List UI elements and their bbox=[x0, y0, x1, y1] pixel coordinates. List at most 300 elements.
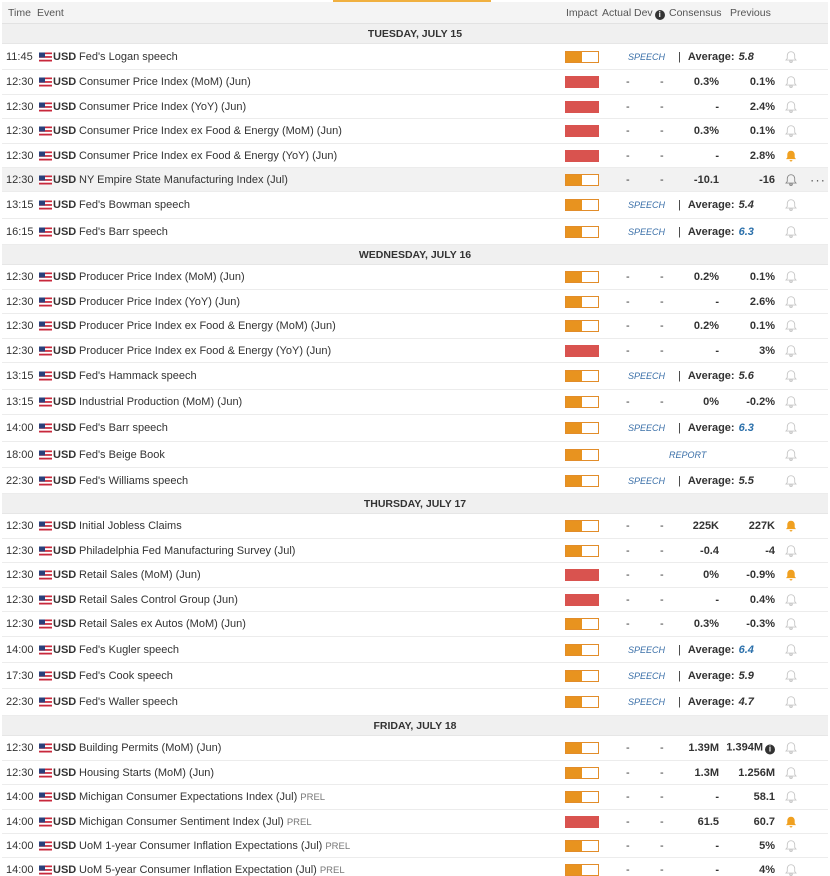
header-time[interactable]: Time bbox=[8, 7, 31, 19]
event-name[interactable] bbox=[79, 864, 345, 876]
previous-value bbox=[724, 791, 775, 803]
bell-icon[interactable] bbox=[785, 766, 797, 779]
speech-tag: SPEECH bbox=[628, 51, 666, 62]
bell-icon[interactable] bbox=[785, 643, 797, 656]
bell-icon[interactable] bbox=[785, 199, 797, 212]
bell-icon[interactable] bbox=[785, 742, 797, 755]
event-currency: USD bbox=[53, 76, 77, 88]
impact-level-fill bbox=[566, 297, 582, 307]
event-name[interactable] bbox=[79, 816, 312, 828]
speech-average bbox=[678, 51, 754, 63]
bell-active-icon[interactable] bbox=[785, 149, 797, 162]
previous-text: 0.1% bbox=[749, 125, 775, 137]
event-name[interactable] bbox=[79, 101, 246, 113]
event-row[interactable] bbox=[2, 168, 828, 192]
speech-average bbox=[678, 199, 754, 211]
event-name-text[interactable]: Retail Sales (MoM) (Jun) bbox=[79, 569, 201, 581]
event-name-text[interactable]: Fed's Logan speech bbox=[79, 50, 178, 63]
day-header: TUESDAY, JULY 15 bbox=[2, 24, 828, 44]
us-flag-icon bbox=[39, 866, 52, 875]
consensus-value: 1.39M bbox=[688, 742, 719, 754]
consensus-value: - bbox=[715, 295, 719, 308]
previous-text: 4% bbox=[759, 864, 775, 876]
consensus-value: - bbox=[715, 839, 719, 852]
event-name[interactable] bbox=[79, 174, 288, 186]
event-name-text[interactable]: Consumer Price Index ex Food & Energy (MoM) (Jun) bbox=[79, 125, 342, 137]
event-name-text[interactable]: Consumer Price Index (MoM) (Jun) bbox=[79, 76, 251, 88]
us-flag-icon bbox=[39, 346, 52, 355]
impact-indicator bbox=[565, 569, 599, 581]
us-flag-icon bbox=[39, 671, 52, 680]
header-dev[interactable] bbox=[634, 7, 665, 20]
impact-level-fill bbox=[566, 423, 582, 433]
consensus-value: 0.3% bbox=[693, 125, 719, 137]
event-name-text[interactable]: UoM 5-year Consumer Inflation Expectation (Jul) bbox=[79, 864, 317, 876]
bell-icon[interactable] bbox=[785, 448, 797, 461]
event-name[interactable] bbox=[79, 618, 246, 630]
consensus-value: -10.1 bbox=[693, 173, 719, 186]
previous-text: 1.256M bbox=[738, 766, 775, 779]
event-name-text[interactable]: Fed's Cook speech bbox=[79, 669, 173, 682]
event-currency: USD bbox=[53, 696, 77, 708]
deviation-value: - bbox=[660, 839, 664, 852]
event-currency: USD bbox=[53, 766, 77, 779]
impact-level-fill bbox=[566, 397, 582, 407]
bell-icon[interactable] bbox=[785, 76, 797, 89]
event-currency: USD bbox=[53, 320, 77, 332]
event-row[interactable] bbox=[2, 44, 828, 70]
bell-active-icon[interactable] bbox=[785, 520, 797, 533]
speech-average bbox=[678, 475, 754, 487]
us-flag-icon bbox=[39, 476, 52, 485]
event-row[interactable] bbox=[2, 761, 828, 785]
event-name[interactable] bbox=[79, 125, 342, 137]
event-name[interactable] bbox=[79, 76, 251, 88]
calendar-list bbox=[2, 24, 828, 876]
event-name[interactable] bbox=[79, 520, 182, 532]
bell-icon[interactable] bbox=[785, 295, 797, 308]
actual-value: - bbox=[626, 864, 630, 876]
actual-value: - bbox=[626, 544, 630, 557]
actual-value: - bbox=[626, 791, 630, 803]
speech-average bbox=[678, 226, 754, 238]
deviation-value: - bbox=[660, 271, 664, 283]
consensus-value: - bbox=[715, 100, 719, 113]
event-time: 12:30 bbox=[6, 766, 34, 779]
event-name[interactable] bbox=[79, 345, 331, 357]
event-name-text[interactable]: Fed's Hammack speech bbox=[79, 370, 197, 382]
event-name-text[interactable]: Fed's Waller speech bbox=[79, 696, 178, 708]
separator: | bbox=[678, 199, 684, 211]
event-time: 12:30 bbox=[6, 271, 34, 283]
event-name-text[interactable]: Retail Sales Control Group (Jun) bbox=[79, 593, 238, 606]
event-name-text[interactable]: Philadelphia Fed Manufacturing Survey (Jul) bbox=[79, 544, 296, 557]
bell-icon[interactable] bbox=[785, 791, 797, 804]
event-name[interactable] bbox=[79, 644, 179, 656]
previous-text: 0.1% bbox=[749, 320, 775, 332]
event-time: 12:30 bbox=[6, 593, 34, 606]
more-options-icon[interactable]: ··· bbox=[810, 172, 826, 187]
bell-icon[interactable] bbox=[785, 100, 797, 113]
bell-icon[interactable] bbox=[785, 669, 797, 682]
header-previous[interactable]: Previous bbox=[730, 7, 771, 19]
event-name[interactable] bbox=[79, 296, 240, 308]
event-time: 11:45 bbox=[6, 50, 33, 63]
separator: | bbox=[678, 422, 684, 434]
event-time: 12:30 bbox=[6, 344, 34, 357]
deviation-value: - bbox=[660, 864, 664, 876]
info-icon[interactable]: i bbox=[655, 10, 665, 20]
event-row[interactable] bbox=[2, 637, 828, 663]
event-name-text[interactable]: Fed's Bowman speech bbox=[79, 199, 190, 211]
actual-value: - bbox=[626, 815, 630, 828]
event-name-text[interactable]: Fed's Barr speech bbox=[79, 422, 168, 434]
impact-indicator bbox=[565, 125, 599, 137]
impact-level-fill bbox=[566, 272, 582, 282]
event-row[interactable] bbox=[2, 390, 828, 415]
consensus-value: - bbox=[715, 864, 719, 876]
speech-average bbox=[678, 370, 754, 382]
us-flag-icon bbox=[39, 273, 52, 282]
deviation-value: - bbox=[660, 76, 664, 88]
event-currency: USD bbox=[53, 448, 77, 461]
event-row[interactable] bbox=[2, 415, 828, 442]
event-row[interactable] bbox=[2, 363, 828, 390]
event-row[interactable] bbox=[2, 339, 828, 363]
event-time: 12:30 bbox=[6, 544, 34, 557]
previous-text: 60.7 bbox=[753, 815, 775, 828]
impact-level-fill bbox=[566, 570, 598, 580]
actual-value: - bbox=[626, 173, 630, 186]
impact-indicator bbox=[565, 296, 599, 308]
bell-icon[interactable] bbox=[785, 344, 797, 357]
event-name[interactable] bbox=[79, 422, 168, 434]
event-row[interactable] bbox=[2, 314, 828, 339]
event-row[interactable] bbox=[2, 858, 828, 876]
us-flag-icon bbox=[39, 175, 52, 184]
event-name[interactable] bbox=[79, 594, 238, 606]
us-flag-icon bbox=[39, 398, 52, 407]
deviation-value: - bbox=[660, 295, 664, 308]
bell-active-icon[interactable] bbox=[785, 569, 797, 582]
deviation-value: - bbox=[660, 569, 664, 581]
event-name-text[interactable]: UoM 1-year Consumer Inflation Expectations (Jul) bbox=[79, 839, 323, 852]
event-name[interactable] bbox=[79, 370, 197, 382]
event-time: 12:30 bbox=[6, 295, 34, 308]
event-row[interactable] bbox=[2, 290, 828, 314]
event-name[interactable] bbox=[79, 545, 295, 557]
consensus-value: - bbox=[715, 344, 719, 357]
event-row[interactable] bbox=[2, 810, 828, 834]
event-currency: USD bbox=[53, 742, 77, 754]
event-name[interactable] bbox=[79, 696, 178, 708]
us-flag-icon bbox=[39, 645, 52, 654]
event-name[interactable] bbox=[79, 670, 173, 682]
event-name[interactable] bbox=[79, 396, 242, 408]
event-name-text[interactable]: Producer Price Index (MoM) (Jun) bbox=[79, 271, 245, 283]
event-row[interactable] bbox=[2, 144, 828, 168]
event-name-text[interactable]: Michigan Consumer Sentiment Index (Jul) bbox=[79, 815, 284, 828]
bell-icon[interactable] bbox=[785, 125, 797, 138]
actual-value: - bbox=[626, 100, 630, 113]
event-currency: USD bbox=[53, 520, 77, 532]
us-flag-icon bbox=[39, 698, 52, 707]
consensus-value: 0.2% bbox=[693, 271, 719, 283]
average-label: Average: bbox=[687, 643, 735, 656]
previous-value bbox=[724, 569, 775, 581]
event-name-text[interactable]: Consumer Price Index ex Food & Energy (YoY) (Jun) bbox=[79, 149, 338, 162]
actual-value: - bbox=[626, 295, 630, 308]
average-label: Average: bbox=[687, 370, 735, 382]
event-name-text[interactable]: Consumer Price Index (YoY) (Jun) bbox=[79, 100, 247, 113]
average-label: Average: bbox=[687, 199, 735, 211]
event-name[interactable] bbox=[79, 569, 201, 581]
event-name[interactable] bbox=[79, 449, 165, 461]
bell-icon[interactable] bbox=[785, 225, 797, 238]
event-name[interactable] bbox=[79, 840, 350, 852]
previous-value bbox=[724, 345, 775, 357]
event-name-text[interactable]: Producer Price Index ex Food & Energy (YoY) (Jun) bbox=[79, 344, 332, 357]
average-value: 5.8 bbox=[738, 50, 754, 63]
bell-icon[interactable] bbox=[785, 422, 797, 435]
actual-value: - bbox=[626, 766, 630, 779]
previous-value bbox=[724, 816, 775, 828]
separator: | bbox=[678, 696, 684, 708]
header-impact[interactable]: Impact bbox=[566, 7, 598, 19]
event-name-text[interactable]: NY Empire State Manufacturing Index (Jul) bbox=[79, 173, 288, 186]
bell-icon[interactable] bbox=[785, 173, 797, 186]
deviation-value: - bbox=[660, 618, 664, 630]
event-row[interactable] bbox=[2, 192, 828, 219]
event-time: 14:00 bbox=[6, 864, 34, 876]
us-flag-icon bbox=[39, 620, 52, 629]
event-name[interactable] bbox=[79, 51, 178, 63]
event-name-text[interactable]: Producer Price Index ex Food & Energy (MoM) (Jun) bbox=[79, 320, 336, 332]
event-row[interactable] bbox=[2, 834, 828, 858]
impact-indicator bbox=[565, 174, 599, 186]
previous-text: -4 bbox=[765, 544, 775, 557]
event-time: 18:00 bbox=[6, 448, 34, 461]
impact-indicator bbox=[565, 644, 599, 656]
bell-icon[interactable] bbox=[785, 618, 797, 631]
event-name[interactable] bbox=[79, 150, 337, 162]
event-time: 16:15 bbox=[6, 225, 34, 238]
previous-text: 5% bbox=[759, 839, 775, 852]
bell-icon[interactable] bbox=[785, 474, 797, 487]
previous-value bbox=[724, 742, 775, 755]
event-name[interactable] bbox=[79, 791, 325, 803]
us-flag-icon bbox=[39, 127, 52, 136]
event-time: 12:30 bbox=[6, 173, 34, 186]
header-event[interactable]: Event bbox=[37, 7, 64, 19]
event-name-text[interactable]: Building Permits (MoM) (Jun) bbox=[79, 742, 222, 754]
separator: | bbox=[678, 225, 684, 238]
event-time: 14:00 bbox=[6, 791, 34, 803]
actual-value: - bbox=[626, 271, 630, 283]
consensus-value: 0.3% bbox=[693, 618, 719, 630]
event-row[interactable] bbox=[2, 514, 828, 539]
consensus-value: 225K bbox=[692, 520, 719, 532]
actual-value: - bbox=[626, 618, 630, 630]
us-flag-icon bbox=[39, 793, 52, 802]
previous-text: 227K bbox=[748, 520, 775, 532]
us-flag-icon bbox=[39, 424, 52, 433]
event-row[interactable] bbox=[2, 612, 828, 637]
event-name-text[interactable]: Fed's Kugler speech bbox=[79, 643, 179, 656]
impact-indicator bbox=[565, 345, 599, 357]
event-time: 12:30 bbox=[6, 742, 34, 754]
event-time: 12:30 bbox=[6, 520, 34, 532]
event-time: 14:00 bbox=[6, 839, 34, 852]
bell-active-icon[interactable] bbox=[785, 815, 797, 828]
impact-level-fill bbox=[566, 645, 582, 655]
event-name-text[interactable]: Producer Price Index (YoY) (Jun) bbox=[79, 295, 240, 308]
actual-value: - bbox=[626, 76, 630, 88]
impact-indicator bbox=[565, 271, 599, 283]
header-actual[interactable]: Actual bbox=[602, 7, 632, 19]
event-currency: USD bbox=[53, 225, 77, 238]
event-row[interactable] bbox=[2, 588, 828, 612]
event-row[interactable] bbox=[2, 539, 828, 563]
previous-value bbox=[724, 174, 775, 186]
day-header: WEDNESDAY, JULY 16 bbox=[2, 245, 828, 265]
average-label: Average: bbox=[687, 225, 735, 238]
header-dev-label: Dev bbox=[634, 7, 653, 19]
event-name[interactable] bbox=[79, 767, 214, 779]
event-row[interactable] bbox=[2, 689, 828, 716]
bell-icon[interactable] bbox=[785, 839, 797, 852]
deviation-value: - bbox=[660, 125, 664, 137]
event-name[interactable] bbox=[79, 271, 245, 283]
us-flag-icon bbox=[39, 102, 52, 111]
event-name[interactable] bbox=[79, 475, 188, 487]
event-row[interactable] bbox=[2, 563, 828, 588]
impact-level-fill bbox=[566, 768, 582, 778]
bell-icon[interactable] bbox=[785, 396, 797, 409]
event-row[interactable] bbox=[2, 119, 828, 144]
impact-indicator bbox=[565, 545, 599, 557]
bell-icon[interactable] bbox=[785, 593, 797, 606]
impact-level-fill bbox=[566, 521, 582, 531]
bell-icon[interactable] bbox=[785, 50, 797, 63]
event-currency: USD bbox=[53, 669, 77, 682]
impact-level-fill bbox=[566, 671, 582, 681]
impact-indicator bbox=[565, 594, 599, 606]
speech-tag: SPEECH bbox=[628, 697, 666, 707]
event-row[interactable] bbox=[2, 663, 828, 689]
impact-level-fill bbox=[566, 200, 582, 210]
event-time: 17:30 bbox=[6, 669, 34, 682]
event-row[interactable] bbox=[2, 265, 828, 290]
average-value: 6.3 bbox=[738, 225, 754, 238]
event-time: 14:00 bbox=[6, 643, 34, 656]
table-header bbox=[2, 2, 828, 24]
event-name-text[interactable]: Retail Sales ex Autos (MoM) (Jun) bbox=[79, 618, 246, 630]
event-name[interactable] bbox=[79, 226, 168, 238]
bell-icon[interactable] bbox=[785, 370, 797, 383]
event-row[interactable] bbox=[2, 70, 828, 95]
bell-icon[interactable] bbox=[785, 544, 797, 557]
event-currency: USD bbox=[53, 569, 77, 581]
impact-level-fill bbox=[566, 619, 582, 629]
actual-value: - bbox=[626, 742, 630, 754]
event-row[interactable] bbox=[2, 219, 828, 245]
event-name[interactable] bbox=[79, 199, 190, 211]
impact-indicator bbox=[565, 767, 599, 779]
impact-level-fill bbox=[566, 865, 582, 875]
header-consensus[interactable]: Consensus bbox=[669, 7, 722, 19]
average-label: Average: bbox=[687, 696, 735, 708]
impact-level-fill bbox=[566, 151, 598, 161]
event-time: 12:30 bbox=[6, 76, 34, 88]
actual-value: - bbox=[626, 344, 630, 357]
event-name-text[interactable]: Fed's Barr speech bbox=[79, 225, 168, 238]
impact-indicator bbox=[565, 76, 599, 88]
speech-tag: SPEECH bbox=[628, 226, 666, 237]
average-value: 4.7 bbox=[738, 696, 754, 708]
bell-icon[interactable] bbox=[785, 320, 797, 333]
previous-value bbox=[724, 520, 775, 532]
impact-level-fill bbox=[566, 546, 582, 556]
previous-value bbox=[724, 396, 775, 408]
event-time: 14:00 bbox=[6, 815, 34, 828]
event-name-text[interactable]: Housing Starts (MoM) (Jun) bbox=[79, 766, 215, 779]
us-flag-icon bbox=[39, 297, 52, 306]
event-time: 12:30 bbox=[6, 320, 34, 332]
impact-indicator bbox=[565, 816, 599, 828]
event-name-text[interactable]: Industrial Production (MoM) (Jun) bbox=[79, 396, 243, 408]
previous-text: 58.1 bbox=[753, 791, 775, 803]
average-value: 5.4 bbox=[738, 199, 754, 211]
event-row[interactable] bbox=[2, 785, 828, 810]
event-name[interactable] bbox=[79, 320, 336, 332]
event-currency: USD bbox=[53, 839, 77, 852]
actual-value: - bbox=[626, 569, 630, 581]
speech-average bbox=[678, 422, 754, 434]
event-row[interactable] bbox=[2, 736, 828, 761]
previous-value bbox=[724, 76, 775, 88]
event-time: 22:30 bbox=[6, 474, 34, 487]
bell-icon[interactable] bbox=[785, 696, 797, 709]
event-currency: USD bbox=[53, 396, 77, 408]
revision-info-icon[interactable]: i bbox=[765, 745, 775, 755]
speech-average bbox=[678, 696, 754, 708]
event-name[interactable] bbox=[79, 742, 221, 754]
event-name-text[interactable]: Fed's Beige Book bbox=[79, 448, 165, 461]
event-name-text[interactable]: Initial Jobless Claims bbox=[79, 520, 182, 532]
average-label: Average: bbox=[687, 50, 735, 63]
bell-icon[interactable] bbox=[785, 864, 797, 876]
event-currency: USD bbox=[53, 474, 77, 487]
previous-value bbox=[724, 545, 775, 557]
event-name-text[interactable]: Fed's Williams speech bbox=[79, 474, 189, 487]
event-currency: USD bbox=[53, 125, 77, 137]
event-row[interactable] bbox=[2, 95, 828, 119]
consensus-value: - bbox=[715, 593, 719, 606]
event-row[interactable] bbox=[2, 442, 828, 468]
event-name-text[interactable]: Michigan Consumer Expectations Index (Jul) bbox=[79, 791, 298, 803]
deviation-value: - bbox=[660, 742, 664, 754]
speech-tag: SPEECH bbox=[628, 200, 666, 210]
event-row[interactable] bbox=[2, 468, 828, 494]
deviation-value: - bbox=[660, 396, 664, 408]
impact-level-fill bbox=[566, 841, 582, 851]
impact-indicator bbox=[565, 150, 599, 162]
impact-indicator bbox=[565, 370, 599, 382]
bell-icon[interactable] bbox=[785, 271, 797, 284]
event-currency: USD bbox=[53, 864, 77, 876]
actual-value: - bbox=[626, 593, 630, 606]
